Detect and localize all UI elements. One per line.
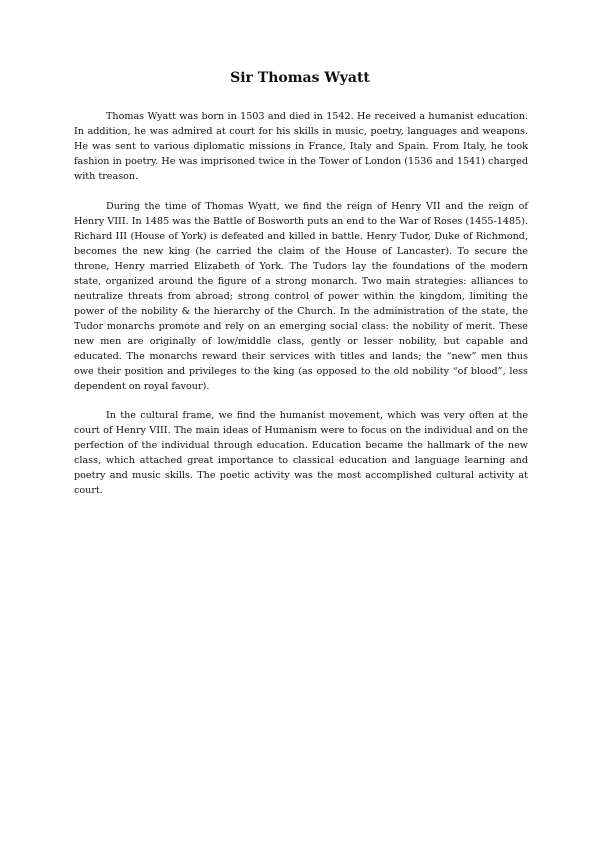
page-title: Sir Thomas Wyatt (230, 70, 370, 86)
paragraph-historical-context: During the time of Thomas Wyatt, we find the reign of Henry VII and the reign of Henry VIII. In 1485 was the Battle of Bosworth puts an end to the War of Roses (1455-1485). Richard III (House of York) is defeated and killed in battle. Henry Tudor, Duke of Richmond, becomes the new king (he carried the claim of the House of Lancaster). To secure the throne, Henry married Elizabeth of York. The Tudors lay the foundations of the modern state, organized around the figure of a strong monarch. Two main strategies: alliances to neutralize threats from abroad; strong control of power within the kingdom, limiting the power of the nobility & the hierarchy of the Church. In the administration of the state, the Tudor monarchs promote and rely on an emerging social class: the nobility of merit. These new men are originally of low/middle class, gently or lesser nobility, but capable and educated. The monarchs reward their services with titles and lands; the “new” men thus owe their position and privileges to the king (as opposed to the old nobility “of blood”, less dependent on royal favour). (74, 200, 528, 392)
document-body (74, 109, 528, 513)
paragraph-cultural-context: In the cultural frame, we find the humanist movement, which was very often at the court of Henry VIII. The main ideas of Humanism were to focus on the individual and on the perfection of the individual through education. Education became the hallmark of the new class, which attached great importance to classical education and language learning and poetry and music skills. The poetic activity was the most accomplished cultural activity at court. (74, 410, 528, 496)
paragraph-biography: Thomas Wyatt was born in 1503 and died in 1542. He received a humanist education. In addition, he was admired at court for his skills in music, poetry, languages and weapons. He was sent to various diplomatic missions in France, Italy and Spain. From Italy, he took fashion in poetry. He was imprisoned twice in the Tower of London (1536 and 1541) charged with treason. (74, 111, 528, 182)
